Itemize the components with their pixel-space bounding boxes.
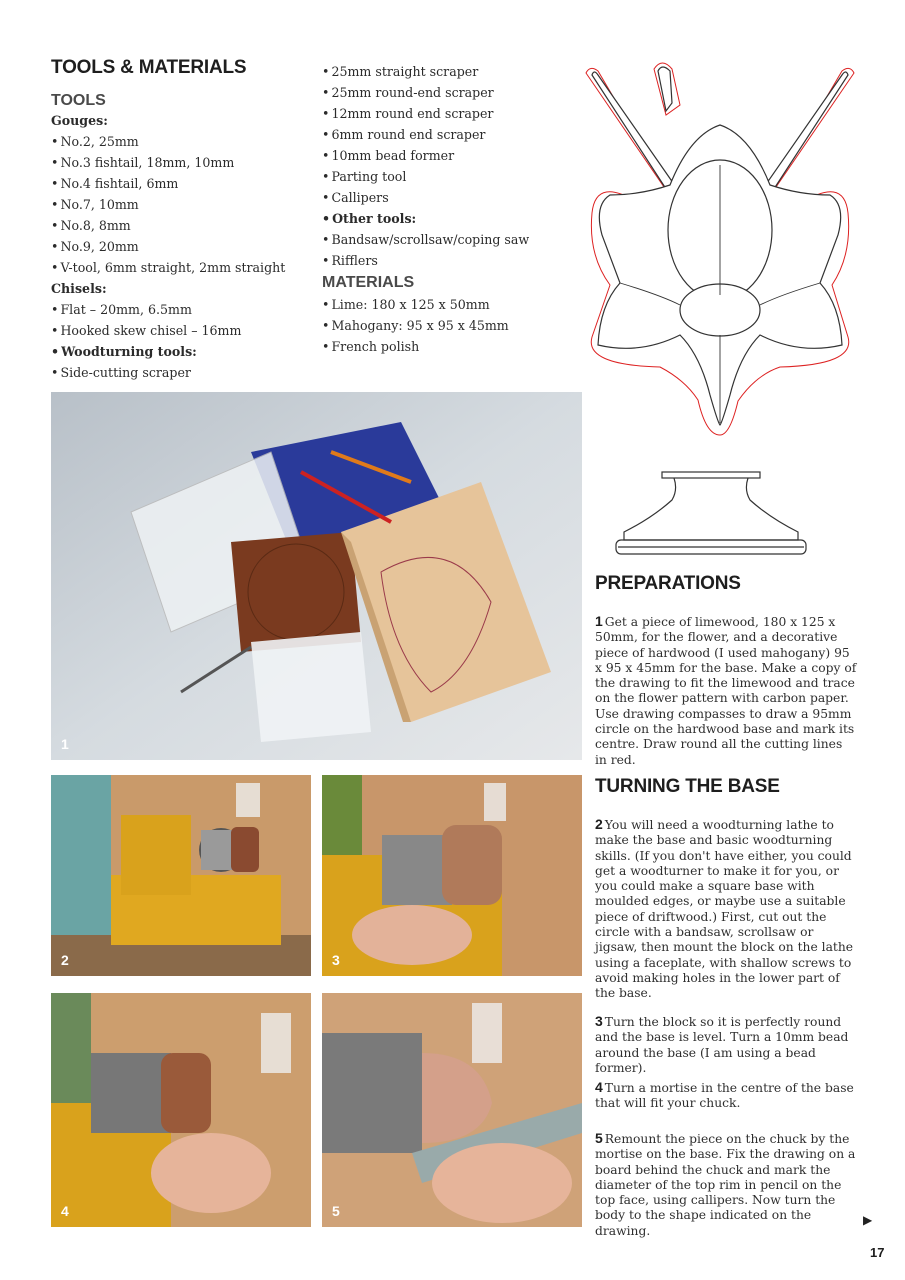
list-item: • No.3 fishtail, 18mm, 10mm [51, 152, 285, 173]
list-item: • French polish [322, 336, 509, 357]
step-1-paragraph [595, 614, 857, 768]
materials-heading: MATERIALS [322, 274, 415, 291]
step-1-text: Get a piece of limewood, 180 x 125 x 50mm, for the flower, and a decorative piece of hardwood (I used mahogany) 95 x 95 x 45mm for the base. Make a copy of the drawing to fit the limewood and trace on the flower pattern with carbon paper. Use drawing compasses to draw a 95mm circle on the hardwood base and mark its centre. Draw round all the cutting lines in red. [595, 615, 857, 767]
materials-list [322, 294, 509, 357]
flower-pattern-drawing [580, 55, 860, 440]
list-item: • No.4 fishtail, 6mm [51, 173, 285, 194]
photo-4-bead-former [51, 993, 311, 1227]
step-2-paragraph [595, 817, 857, 1002]
list-item: • Bandsaw/scrollsaw/coping saw [322, 229, 529, 250]
step-4-number: 4 [595, 1079, 603, 1095]
step-3-number: 3 [595, 1013, 603, 1029]
tools-heading: TOOLS [51, 92, 106, 109]
photo-1-number: 1 [61, 736, 69, 752]
tools-list-col2 [322, 61, 529, 271]
step-4-text: Turn a mortise in the centre of the base that will fit your chuck. [595, 1081, 854, 1111]
tools-list-col1 [51, 110, 285, 383]
next-page-arrow-icon: ▶ [863, 1213, 873, 1227]
base-profile-drawing [612, 470, 810, 560]
list-subheading: • Other tools: [322, 208, 529, 229]
list-item: • 12mm round end scraper [322, 103, 529, 124]
list-item: • Parting tool [322, 166, 529, 187]
photo-1-image [51, 392, 582, 760]
step-5-text: Remount the piece on the chuck by the mortise on the base. Fix the drawing on a board behind the chuck and mark the diameter of the top rim in pencil on the top face, using callipers. Now turn the body to the shape indicated on the drawing. [595, 1132, 856, 1238]
step-5-number: 5 [595, 1130, 603, 1146]
list-item: • Callipers [322, 187, 529, 208]
list-item: • V-tool, 6mm straight, 2mm straight [51, 257, 285, 278]
photo-4-image [51, 993, 311, 1227]
tools-materials-title: TOOLS & MATERIALS [51, 57, 247, 78]
step-3-paragraph [595, 1014, 857, 1076]
photo-2-number: 2 [61, 952, 69, 968]
list-item: • Side-cutting scraper [51, 362, 285, 383]
step-2-number: 2 [595, 816, 603, 832]
photo-3-image [322, 775, 582, 976]
list-item: • No.2, 25mm [51, 131, 285, 152]
photo-2-image [51, 775, 311, 976]
list-item: • 25mm round-end scraper [322, 82, 529, 103]
photo-4-number: 4 [61, 1203, 69, 1219]
photo-5-image [322, 993, 582, 1227]
list-item: • Mahogany: 95 x 95 x 45mm [322, 315, 509, 336]
list-item: • Flat – 20mm, 6.5mm [51, 299, 285, 320]
list-subheading: Gouges: [51, 113, 108, 128]
photo-5-number: 5 [332, 1203, 340, 1219]
list-subheading: • Woodturning tools: [51, 341, 285, 362]
list-subheading: Chisels: [51, 281, 107, 296]
step-4-paragraph [595, 1080, 857, 1112]
list-item: • No.9, 20mm [51, 236, 285, 257]
list-item: • No.7, 10mm [51, 194, 285, 215]
step-1-number: 1 [595, 613, 603, 629]
step-5-paragraph [595, 1131, 857, 1239]
page-number: 17 [870, 1245, 885, 1260]
preparations-title: PREPARATIONS [595, 573, 741, 594]
list-item: • 6mm round end scraper [322, 124, 529, 145]
list-item: • 25mm straight scraper [322, 61, 529, 82]
list-item: • 10mm bead former [322, 145, 529, 166]
step-3-text: Turn the block so it is perfectly round and the base is level. Turn a 10mm bead around the base (I am using a bead former). [595, 1015, 849, 1075]
list-item: • Hooked skew chisel – 16mm [51, 320, 285, 341]
step-2-text: You will need a woodturning lathe to make the base and basic woodturning skills. (If you don't have either, you could get a woodturner to make it for you, or you could make a square base with moulded edges, or maybe use a suitable piece of driftwood.) First, cut out the circle with a bandsaw, scrollsaw or jigsaw, then mount the block on the lathe using a faceplate, with shallow screws to avoid making holes in the lower part of the base. [595, 818, 854, 1001]
photo-1-materials [51, 392, 582, 760]
photo-5-shaping [322, 993, 582, 1227]
list-item: • Rifflers [322, 250, 529, 271]
turning-base-title: TURNING THE BASE [595, 776, 780, 797]
photo-3-number: 3 [332, 952, 340, 968]
list-item: • No.8, 8mm [51, 215, 285, 236]
photo-3-turning [322, 775, 582, 976]
list-item: • Lime: 180 x 125 x 50mm [322, 294, 509, 315]
photo-2-lathe [51, 775, 311, 976]
